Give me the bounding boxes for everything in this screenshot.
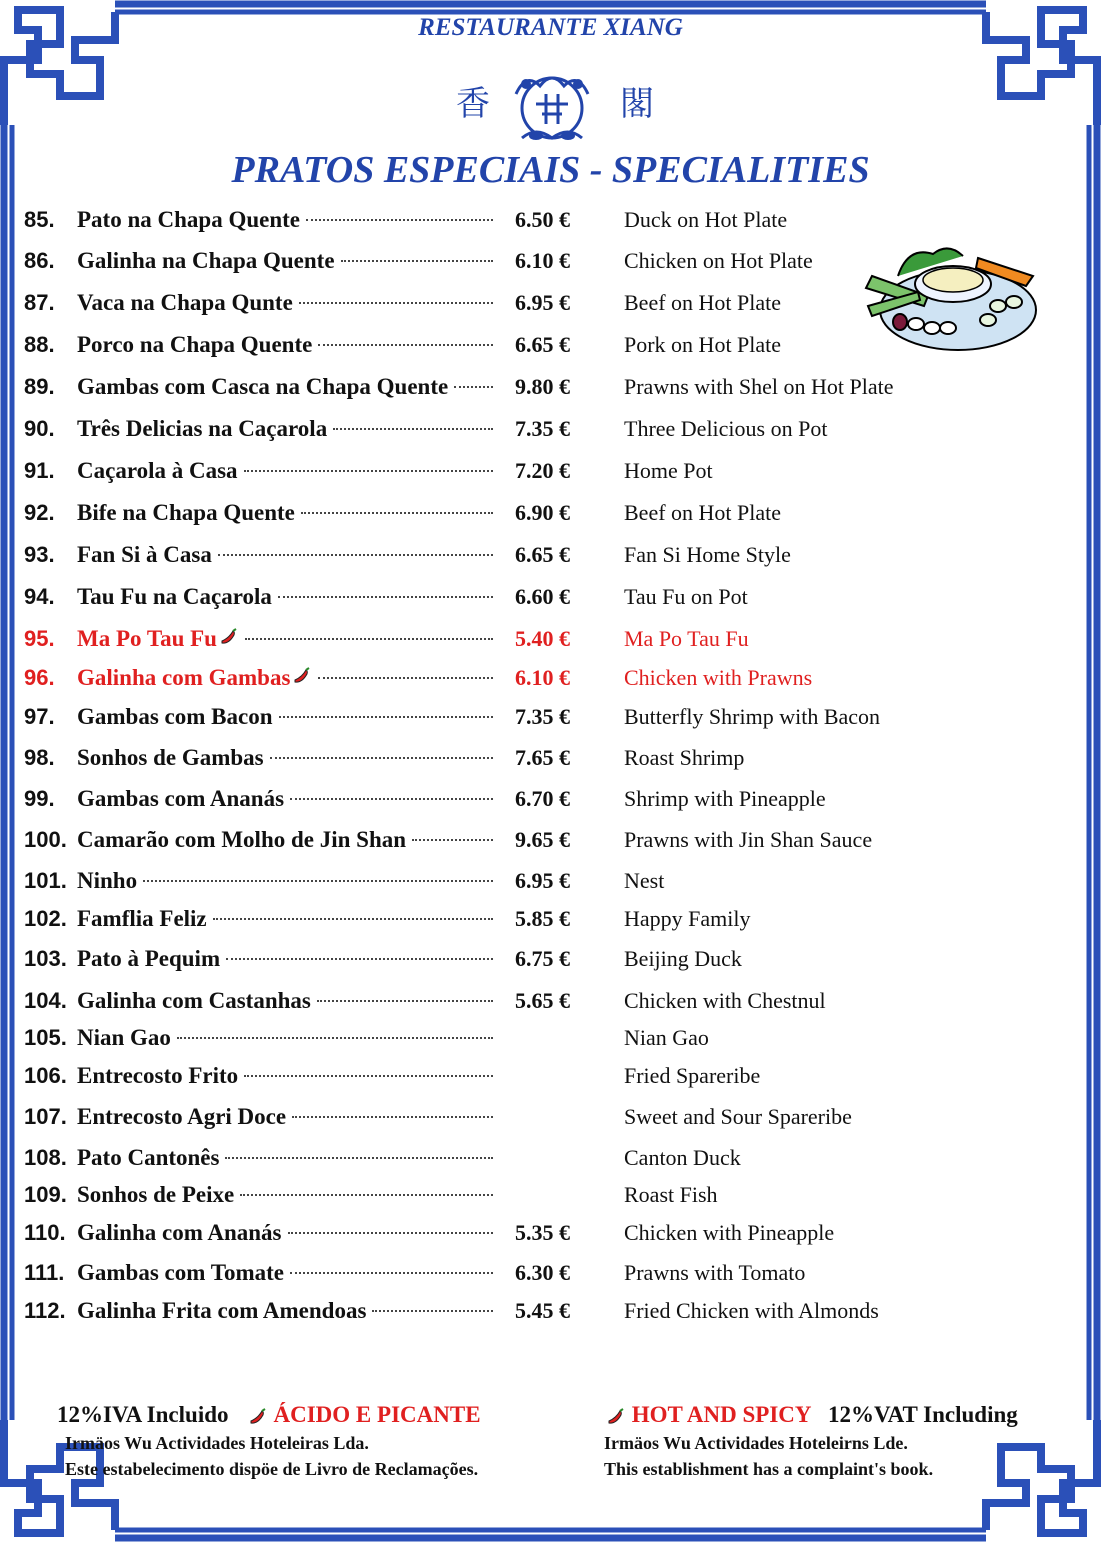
item-number: 109.	[24, 1182, 67, 1207]
footer-right	[604, 1400, 1084, 1482]
item-name-text: Ma Po Tau Fu	[77, 626, 217, 651]
item-name-en: Prawns with Jin Shan Sauce	[624, 827, 873, 852]
item-number: 88.	[24, 332, 55, 357]
menu-item	[24, 454, 1084, 488]
menu-item	[24, 1141, 1084, 1175]
item-number: 90.	[24, 416, 55, 441]
item-name-pt	[77, 538, 497, 572]
item-name-en: Pork on Hot Plate	[624, 332, 782, 357]
item-name-pt	[77, 1100, 497, 1134]
menu-item	[24, 1100, 1084, 1134]
item-name-pt	[77, 622, 497, 656]
item-name-pt	[77, 984, 497, 1018]
item-name-en: Prawns with Tomato	[624, 1260, 806, 1285]
chinese-char-right: 閣	[620, 84, 654, 124]
menu-item	[24, 538, 1084, 572]
item-name-text: Vaca na Chapa Qunte	[77, 290, 293, 315]
item-number: 102.	[24, 906, 67, 931]
dot-leader	[292, 1116, 493, 1118]
item-number: 87.	[24, 290, 55, 315]
item-name-text: Gambas com Tomate	[77, 1260, 284, 1285]
item-number: 99.	[24, 786, 55, 811]
item-name-en: Canton Duck	[624, 1145, 741, 1170]
menu-item	[24, 580, 1084, 614]
item-price: 6.30 €	[515, 1260, 570, 1285]
menu-item	[24, 1256, 1084, 1290]
item-name-pt	[77, 942, 497, 976]
item-name-en: Shrimp with Pineapple	[624, 786, 826, 811]
item-number: 110.	[24, 1220, 66, 1245]
item-name-pt	[77, 496, 497, 530]
dot-leader	[240, 1194, 493, 1196]
item-name-text: Bife na Chapa Quente	[77, 500, 295, 525]
item-name-en: Prawns with Shel on Hot Plate	[624, 374, 894, 399]
dot-leader	[245, 638, 493, 640]
item-number: 89.	[24, 374, 55, 399]
item-number: 104.	[24, 988, 67, 1013]
item-name-text: Sonhos de Gambas	[77, 745, 264, 770]
item-name-text: Tau Fu na Caçarola	[77, 584, 272, 609]
dot-leader	[288, 1232, 494, 1234]
item-price: 7.65 €	[515, 745, 570, 770]
item-name-text: Gambas com Casca na Chapa Quente	[77, 374, 449, 399]
item-name-en: Chicken on Hot Plate	[624, 248, 813, 273]
item-name-text: Gambas com Bacon	[77, 704, 273, 729]
item-name-pt	[77, 244, 497, 278]
item-name-en: Nian Gao	[624, 1025, 709, 1050]
dot-leader	[290, 798, 493, 800]
item-name-en: Chicken with Pineapple	[624, 1220, 835, 1245]
item-number: 94.	[24, 584, 55, 609]
item-number: 111.	[24, 1260, 65, 1285]
menu-item	[24, 984, 1084, 1018]
item-number: 86.	[24, 248, 55, 273]
item-number: 105.	[24, 1025, 67, 1050]
item-name-pt	[77, 1216, 497, 1250]
item-number: 97.	[24, 704, 55, 729]
spicy-legend-en: HOT AND SPICY	[631, 1402, 811, 1427]
dot-leader	[318, 344, 493, 346]
item-price: 9.65 €	[515, 827, 570, 852]
item-name-pt	[77, 661, 497, 695]
item-name-en: Beef on Hot Plate	[624, 290, 782, 315]
dot-leader	[318, 677, 493, 679]
dot-leader	[341, 260, 493, 262]
item-name-text: Galinha com Ananás	[77, 1220, 282, 1245]
dot-leader	[333, 428, 493, 430]
item-name-pt	[77, 328, 497, 362]
dot-leader	[372, 1310, 493, 1312]
company-name-pt: Irmäos Wu Actividades Hoteleiras Lda.	[65, 1433, 369, 1453]
chinese-char-left: 香	[456, 84, 490, 124]
menu-item	[24, 741, 1084, 775]
item-price: 6.60 €	[515, 584, 570, 609]
item-number: 92.	[24, 500, 55, 525]
restaurant-name: RESTAURANTE XIANG	[418, 14, 683, 41]
dot-leader	[290, 1272, 493, 1274]
item-price: 6.65 €	[515, 542, 570, 567]
vat-note-en: 12%VAT Including	[827, 1402, 1018, 1427]
menu-item	[24, 661, 1084, 695]
item-name-pt	[77, 1178, 497, 1212]
item-name-text: Galinha com Castanhas	[77, 988, 311, 1013]
item-name-text: Nian Gao	[77, 1025, 171, 1050]
item-name-text: Galinha Frita com Amendoas	[77, 1298, 367, 1323]
item-name-pt	[77, 580, 497, 614]
footer	[0, 1400, 1101, 1490]
item-name-text: Pato Cantonês	[77, 1145, 220, 1170]
item-name-en: Ma Po Tau Fu	[624, 626, 749, 651]
menu-item	[24, 1294, 1084, 1328]
item-number: 93.	[24, 542, 55, 567]
chili-pepper-icon	[219, 628, 239, 646]
dot-leader	[279, 716, 494, 718]
menu-item	[24, 328, 1084, 362]
dot-leader	[143, 880, 493, 882]
item-price: 9.80 €	[515, 374, 570, 399]
item-name-pt	[77, 1059, 497, 1093]
dot-leader	[213, 918, 493, 920]
item-price: 6.65 €	[515, 332, 570, 357]
item-name-pt	[77, 286, 497, 320]
item-name-en: Fried Spareribe	[624, 1063, 761, 1088]
item-name-text: Caçarola à Casa	[77, 458, 238, 483]
item-price: 5.45 €	[515, 1298, 570, 1323]
item-name-text: Três Delicias na Caçarola	[77, 416, 328, 441]
dot-leader	[412, 839, 493, 841]
item-name-en: Three Delicious on Pot	[624, 416, 828, 441]
menu-item	[24, 864, 1084, 898]
menu-item	[24, 823, 1084, 857]
item-number: 98.	[24, 745, 55, 770]
item-name-text: Sonhos de Peixe	[77, 1182, 235, 1207]
menu-item	[24, 782, 1084, 816]
menu-item	[24, 370, 1084, 404]
item-price: 7.35 €	[515, 416, 570, 441]
dot-leader	[244, 470, 493, 472]
item-name-text: Gambas com Ananás	[77, 786, 285, 811]
dot-leader	[270, 757, 493, 759]
menu-item	[24, 244, 1084, 278]
item-number: 112.	[24, 1298, 66, 1323]
dot-leader	[278, 596, 493, 598]
item-name-text: Porco na Chapa Quente	[77, 332, 313, 357]
item-number: 96.	[24, 665, 55, 690]
item-price: 6.75 €	[515, 946, 570, 971]
item-number: 100.	[24, 827, 67, 852]
menu-item	[24, 1178, 1084, 1212]
item-number: 101.	[24, 868, 67, 893]
vat-note-pt: 12%IVA Incluido	[57, 1402, 229, 1427]
item-number: 108.	[24, 1145, 67, 1170]
item-name-pt	[77, 1294, 497, 1328]
item-name-pt	[77, 412, 497, 446]
item-name-text: Camarão com Molho de Jin Shan	[77, 827, 407, 852]
menu-item	[24, 496, 1084, 530]
dot-leader	[299, 302, 493, 304]
item-name-en: Home Pot	[624, 458, 713, 483]
item-name-text: Ninho	[77, 868, 138, 893]
complaint-book-note-pt: Este estabelecimento dispöe de Livro de Reclamações.	[65, 1459, 479, 1479]
item-name-en: Nest	[624, 868, 665, 893]
item-price: 7.20 €	[515, 458, 570, 483]
item-price: 6.90 €	[515, 500, 570, 525]
company-name-en: Irmäos Wu Actividades Hoteleirns Lde.	[604, 1433, 908, 1453]
dot-leader	[301, 512, 493, 514]
item-name-pt	[77, 370, 497, 404]
item-name-en: Fan Si Home Style	[624, 542, 791, 567]
item-name-pt	[77, 823, 497, 857]
item-name-pt	[77, 454, 497, 488]
item-name-pt	[77, 864, 497, 898]
chili-pepper-icon	[248, 1408, 268, 1426]
dot-leader	[218, 554, 493, 556]
item-price: 6.95 €	[515, 868, 570, 893]
item-price: 5.65 €	[515, 988, 570, 1013]
item-price: 5.35 €	[515, 1220, 570, 1245]
item-name-pt	[77, 1256, 497, 1290]
dot-leader	[226, 958, 493, 960]
item-name-pt	[77, 203, 497, 237]
item-price: 6.70 €	[515, 786, 570, 811]
item-name-en: Butterfly Shrimp with Bacon	[624, 704, 881, 729]
item-name-pt	[77, 1141, 497, 1175]
dot-leader	[317, 1000, 493, 1002]
logo-row	[0, 58, 1101, 148]
item-number: 95.	[24, 626, 55, 651]
menu-item	[24, 203, 1084, 237]
item-number: 103.	[24, 946, 67, 971]
item-name-en: Chicken with Chestnul	[624, 988, 826, 1013]
page-title: PRATOS ESPECIAIS - SPECIALITIES	[231, 149, 870, 191]
spicy-legend-pt: ÁCIDO E PICANTE	[273, 1402, 481, 1427]
item-name-en: Duck on Hot Plate	[624, 207, 788, 232]
item-number: 107.	[24, 1104, 67, 1129]
menu-item	[24, 942, 1084, 976]
item-number: 106.	[24, 1063, 67, 1088]
item-name-text: Entrecosto Frito	[77, 1063, 239, 1088]
menu-item	[24, 1059, 1084, 1093]
menu-item	[24, 700, 1084, 734]
menu-item	[24, 412, 1084, 446]
item-price: 6.95 €	[515, 290, 570, 315]
item-name-pt	[77, 1021, 497, 1055]
item-number: 85.	[24, 207, 55, 232]
item-name-text: Galinha com Gambas	[77, 665, 291, 690]
item-name-en: Fried Chicken with Almonds	[624, 1298, 879, 1323]
item-price: 5.85 €	[515, 906, 570, 931]
item-name-pt	[77, 741, 497, 775]
item-name-en: Roast Shrimp	[624, 745, 745, 770]
menu-item	[24, 622, 1084, 656]
dot-leader	[244, 1075, 493, 1077]
footer-left	[57, 1400, 597, 1482]
item-name-en: Happy Family	[624, 906, 751, 931]
menu-item	[24, 286, 1084, 320]
complaint-book-note-en: This establishment has a complaint's book.	[604, 1459, 934, 1479]
item-name-en: Beef on Hot Plate	[624, 500, 782, 525]
item-price: 6.50 €	[515, 207, 570, 232]
menu-item	[24, 902, 1084, 936]
item-name-en: Beijing Duck	[624, 946, 742, 971]
item-name-text: Pato na Chapa Quente	[77, 207, 300, 232]
item-name-text: Famflia Feliz	[77, 906, 207, 931]
item-name-text: Pato à Pequim	[77, 946, 221, 971]
item-name-en: Sweet and Sour Spareribe	[624, 1104, 852, 1129]
item-price: 6.10 €	[515, 665, 570, 690]
item-name-en: Roast Fish	[624, 1182, 718, 1207]
dot-leader	[306, 219, 493, 221]
item-number: 91.	[24, 458, 55, 483]
item-price: 6.10 €	[515, 248, 570, 273]
item-name-text: Entrecosto Agri Doce	[77, 1104, 287, 1129]
item-price: 5.40 €	[515, 626, 570, 651]
dot-leader	[177, 1037, 493, 1039]
item-name-pt	[77, 700, 497, 734]
item-name-pt	[77, 902, 497, 936]
dot-leader	[454, 386, 493, 388]
item-name-text: Fan Si à Casa	[77, 542, 212, 567]
item-name-text: Galinha na Chapa Quente	[77, 248, 335, 273]
chili-pepper-icon	[606, 1408, 626, 1426]
item-name-en: Tau Fu on Pot	[624, 584, 748, 609]
chili-pepper-icon	[292, 667, 312, 685]
menu-item	[24, 1216, 1084, 1250]
item-name-pt	[77, 782, 497, 816]
menu-item	[24, 1021, 1084, 1055]
dot-leader	[225, 1157, 493, 1159]
lotus-emblem-logo	[496, 64, 608, 148]
item-name-en: Chicken with Prawns	[624, 665, 813, 690]
item-price: 7.35 €	[515, 704, 570, 729]
